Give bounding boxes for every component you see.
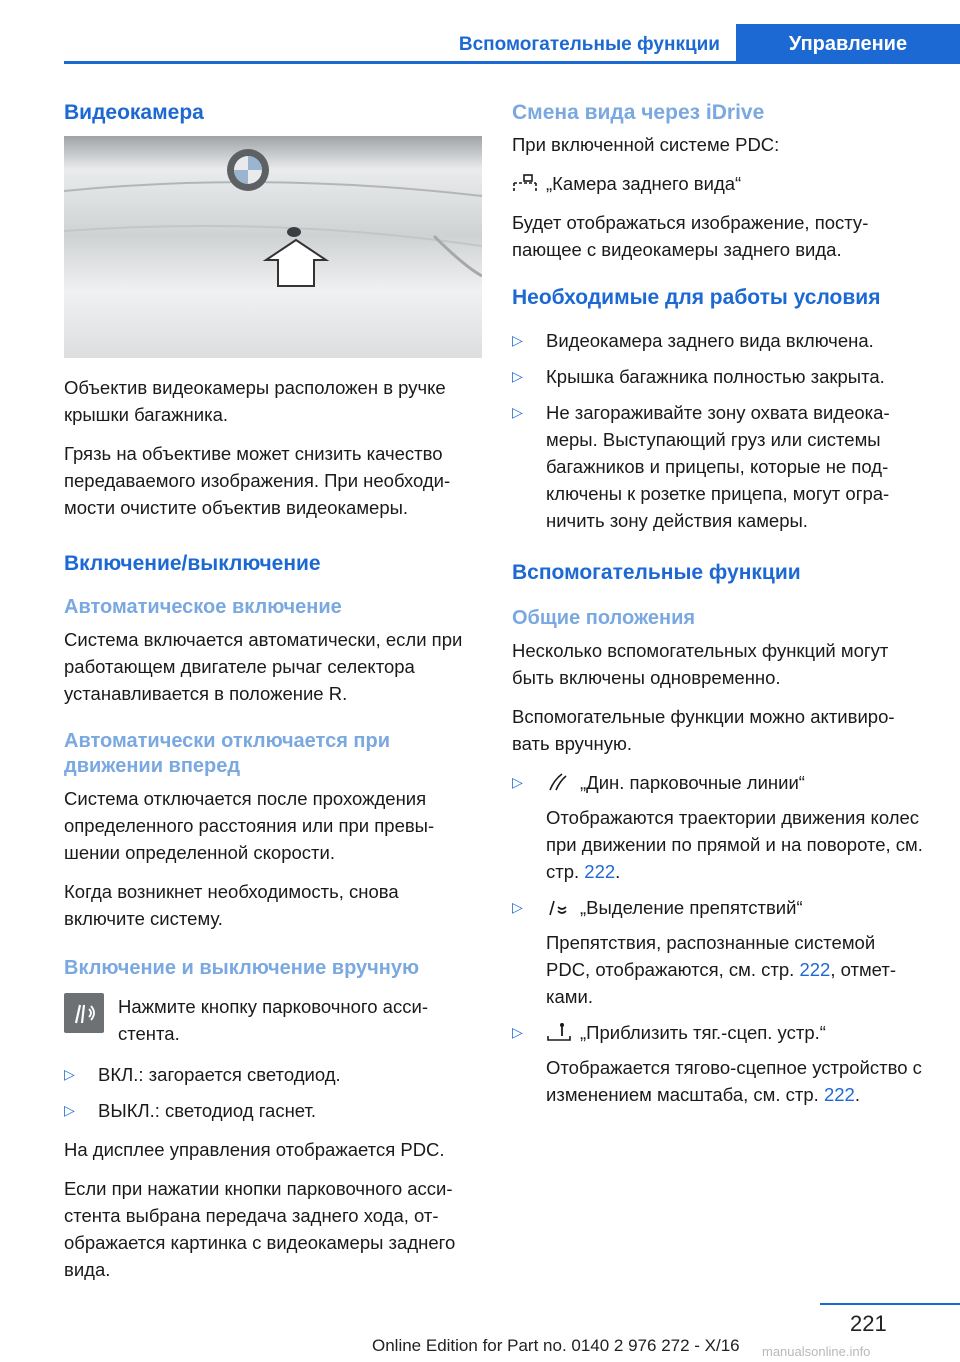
header-chapter-tab: Управление <box>736 24 960 64</box>
menu-rear-camera: „Камера заднего вида“ <box>512 170 924 197</box>
triangle-bullet-icon: ▷ <box>512 404 523 420</box>
triangle-bullet-icon: ▷ <box>64 1066 75 1082</box>
trunk-lid-illustration <box>64 136 482 358</box>
page-reference-link[interactable]: 222 <box>799 959 831 980</box>
heading-general: Общие положения <box>512 607 696 629</box>
text-reverse-camera: Если при нажатии кнопки парковочного ассистента выбрана передача заднего хода, отображается картинка с видеокамеры заднего вида. <box>64 1178 456 1280</box>
watermark: manualsonline.info <box>762 1344 871 1359</box>
conditions-list <box>512 327 924 534</box>
bmw-logo <box>227 149 269 191</box>
heading-manual: Включение и выключение вручную <box>64 957 420 979</box>
page-number: 221 <box>850 1311 887 1336</box>
list-item: ▷ ВЫКЛ.: светодиод гаснет. <box>64 1097 482 1124</box>
right-column <box>512 100 924 1120</box>
left-column <box>64 100 482 1295</box>
heading-conditions: Необходимые для работы условия <box>512 286 881 309</box>
list-item: ▷ „Дин. парковочные линии“ Отображаются траектории движения колес при движении по прямой и на повороте, см. стр. 222. <box>512 769 924 885</box>
rear-camera-icon <box>512 173 538 193</box>
edition-footer: Online Edition for Part no. 0140 2 976 272 - X/16 <box>372 1336 740 1355</box>
triangle-bullet-icon: ▷ <box>512 774 523 790</box>
text-pdc-on: При включенной системе PDC: <box>512 134 780 155</box>
text-multiple-functions: Несколько вспомогательных функций могут быть включены одновременно. <box>512 640 889 688</box>
list-item: ▷ Видеокамера заднего вида включена. <box>512 327 924 354</box>
triangle-bullet-icon: ▷ <box>512 1024 523 1040</box>
trailer-hitch-icon <box>546 1022 572 1042</box>
heading-auto-on: Автоматическое включение <box>64 596 342 618</box>
obstacle-marking-icon <box>546 897 572 917</box>
header-section-title: Вспомогательные функции <box>458 34 720 55</box>
heading-auto-off: Автоматически отключается при движении вперед <box>64 730 391 777</box>
camera-photo <box>64 136 482 358</box>
list-item: ▷ Крышка багажника полностью закрыта. <box>512 363 924 390</box>
list-item: ▷ ВКЛ.: загорается светодиод. <box>64 1061 482 1088</box>
aux-functions-list <box>512 769 924 1108</box>
heading-aux-functions: Вспомогательные функции <box>512 561 801 584</box>
triangle-bullet-icon: ▷ <box>512 332 523 348</box>
page-reference-link[interactable]: 222 <box>823 1084 855 1105</box>
parking-lines-icon <box>546 772 572 792</box>
list-item: ▷ Не загораживайте зону охвата видеокамеры. Выступающий груз или системы багажников и прицепы, которые не подключены к розетке прицепа, могут ограничить зону действия камеры. <box>512 399 924 534</box>
text-auto-off: Система отключается после прохождения определенного расстояния или при превышении определенной скорости. <box>64 788 435 863</box>
text-manual-activation: Вспомогательные функции можно активировать вручную. <box>512 706 895 754</box>
heading-camera: Видеокамера <box>64 101 204 124</box>
parking-assist-button-icon <box>64 993 104 1033</box>
triangle-bullet-icon: ▷ <box>512 368 523 384</box>
text-dirt-warning: Грязь на объективе может снизить качество передаваемого изображения. При необходимости очистите объектив видеокамеры. <box>64 443 451 518</box>
triangle-bullet-icon: ▷ <box>512 899 523 915</box>
list-item: ▷ „Выделение препятствий“ Препятствия, распознанные системой PDC, отображаются, см. стр. 222, отметками. <box>512 894 924 1010</box>
text-press-button: Нажмите кнопку парковочного ассистента. <box>118 996 428 1044</box>
header-rule <box>64 61 960 64</box>
text-reactivate: Когда возникнет необходимость, снова включите систему. <box>64 881 399 929</box>
button-instruction <box>64 993 482 1047</box>
text-auto-on: Система включается автоматически, если при работающем двигателе рычаг селектора устанавливается в положение R. <box>64 629 463 704</box>
heading-idrive: Смена вида через iDrive <box>512 101 765 124</box>
text-image-display: Будет отображаться изображение, поступающее с видеокамеры заднего вида. <box>512 212 869 260</box>
heading-on-off: Включение/выключение <box>64 552 321 575</box>
footer-rule <box>820 1303 960 1305</box>
list-item: ▷ „Приблизить тяг.-сцеп. устр.“ Отображается тягово-сцепное устройство с изменением масштаба, см. стр. 222. <box>512 1019 924 1108</box>
page-reference-link[interactable]: 222 <box>584 861 616 882</box>
triangle-bullet-icon: ▷ <box>64 1102 75 1118</box>
led-state-list <box>64 1061 482 1124</box>
text-pdc-display: На дисплее управления отображается PDC. <box>64 1139 445 1160</box>
text-lens-location: Объектив видеокамеры расположен в ручке крышки багажника. <box>64 377 446 425</box>
